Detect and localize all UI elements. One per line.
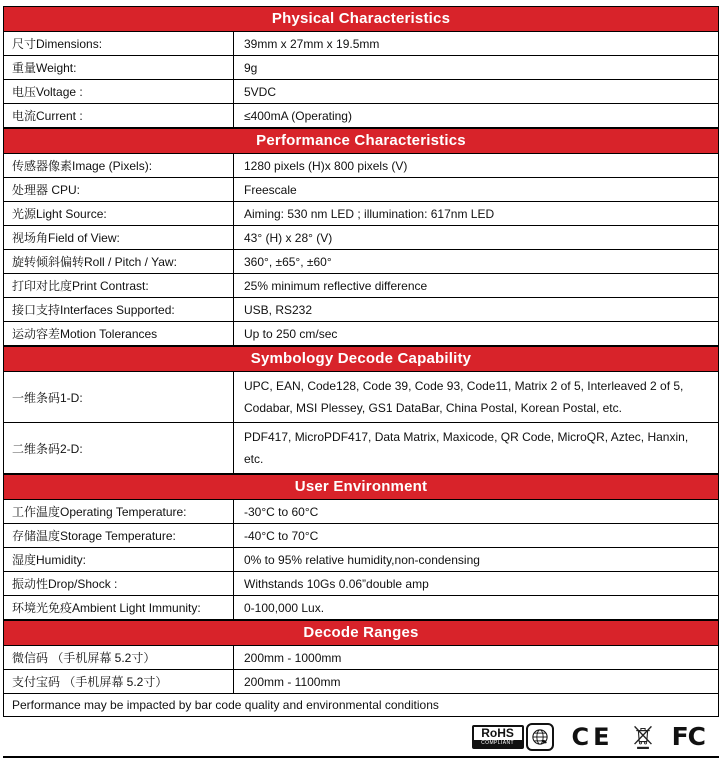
table-row <box>3 524 719 548</box>
table-row <box>3 226 719 250</box>
certification-logos <box>3 717 719 758</box>
spec-value: Freescale <box>244 182 297 197</box>
rohs-label: RoHS <box>481 725 514 740</box>
weee-crossed-bin-icon <box>632 723 654 750</box>
table-row <box>3 80 719 104</box>
table-row <box>3 178 719 202</box>
table-row <box>3 322 719 346</box>
spec-sheet <box>3 6 719 758</box>
spec-label: 接口支持Interfaces Supported: <box>4 298 234 321</box>
spec-label: 振动性Drop/Shock : <box>4 572 234 595</box>
section-header-decode-ranges: Decode Ranges <box>3 620 719 646</box>
spec-label: 存储温度Storage Temperature: <box>4 524 234 547</box>
spec-label: 运动容差Motion Tolerances <box>4 322 234 345</box>
table-row <box>3 202 719 226</box>
spec-value: 0-100,000 Lux. <box>244 600 325 615</box>
spec-value: UPC, EAN, Code128, Code 39, Code 93, Code11, Matrix 2 of 5, Interleaved 2 of 5, Codabar, MSI Plessey, GS1 DataBar, China Postal, Korean Postal, etc. <box>244 379 684 415</box>
spec-value: Aiming: 530 nm LED ; illumination: 617nm LED <box>244 206 495 221</box>
spec-value: 200mm - 1000mm <box>244 650 342 665</box>
table-row <box>3 56 719 80</box>
table-row <box>3 646 719 670</box>
spec-label: 一维条码1-D: <box>4 372 234 422</box>
table-row <box>3 670 719 694</box>
spec-label: 工作温度Operating Temperature: <box>4 500 234 523</box>
spec-value: 43° (H) x 28° (V) <box>244 230 333 245</box>
spec-label: 二维条码2-D: <box>4 423 234 473</box>
spec-value: -40°C to 70°C <box>244 528 319 543</box>
table-row <box>3 104 719 128</box>
spec-label: 旋转倾斜偏转Roll / Pitch / Yaw: <box>4 250 234 273</box>
spec-value: PDF417, MicroPDF417, Data Matrix, Maxicode, QR Code, MicroQR, Aztec, Hanxin, etc. <box>244 430 689 466</box>
spec-label: 传感器像素Image (Pixels): <box>4 154 234 177</box>
spec-value: 1280 pixels (H)x 800 pixels (V) <box>244 158 408 173</box>
spec-value: 9g <box>244 60 258 75</box>
table-row <box>3 154 719 178</box>
spec-label: 微信码 （手机屏幕 5.2寸） <box>4 646 234 669</box>
performance-footnote: Performance may be impacted by bar code quality and environmental conditions <box>3 694 719 717</box>
rohs-logo <box>472 723 554 751</box>
fcc-logo: FC <box>671 722 705 751</box>
section-header-performance: Performance Characteristics <box>3 128 719 154</box>
table-row <box>3 596 719 620</box>
globe-icon <box>526 723 554 751</box>
section-header-symbology: Symbology Decode Capability <box>3 346 719 372</box>
rohs-badge <box>472 725 524 749</box>
spec-value: USB, RS232 <box>244 302 313 317</box>
ce-mark-logo: CE <box>571 722 614 751</box>
spec-label: 视场角Field of View: <box>4 226 234 249</box>
spec-label: 电压Voltage : <box>4 80 234 103</box>
spec-label: 湿度Humidity: <box>4 548 234 571</box>
spec-label: 电流Current : <box>4 104 234 127</box>
table-row <box>3 423 719 474</box>
spec-value: Withstands 10Gs 0.06”double amp <box>244 576 429 591</box>
spec-value: ≤400mA (Operating) <box>244 108 352 123</box>
spec-value: 39mm x 27mm x 19.5mm <box>244 36 380 51</box>
table-row <box>3 32 719 56</box>
table-row <box>3 548 719 572</box>
rohs-compliant-label: COMPLIANT <box>474 740 522 747</box>
spec-label: 环境光免疫Ambient Light Immunity: <box>4 596 234 619</box>
spec-label: 打印对比度Print Contrast: <box>4 274 234 297</box>
section-header-physical: Physical Characteristics <box>3 6 719 32</box>
spec-label: 支付宝码 （手机屏幕 5.2寸） <box>4 670 234 693</box>
table-row <box>3 250 719 274</box>
section-header-environment: User Environment <box>3 474 719 500</box>
table-row <box>3 500 719 524</box>
spec-label: 尺寸Dimensions: <box>4 32 234 55</box>
table-row <box>3 372 719 423</box>
spec-label: 重量Weight: <box>4 56 234 79</box>
spec-value: 25% minimum reflective difference <box>244 278 428 293</box>
spec-label: 处理器 CPU: <box>4 178 234 201</box>
spec-value: 360°, ±65°, ±60° <box>244 254 332 269</box>
table-row <box>3 298 719 322</box>
spec-value: 0% to 95% relative humidity,non-condensing <box>244 552 480 567</box>
table-row <box>3 572 719 596</box>
spec-value: -30°C to 60°C <box>244 504 319 519</box>
spec-value: 5VDC <box>244 84 277 99</box>
spec-label: 光源Light Source: <box>4 202 234 225</box>
spec-value: 200mm - 1100mm <box>244 674 341 689</box>
table-row <box>3 274 719 298</box>
spec-value: Up to 250 cm/sec <box>244 326 338 341</box>
